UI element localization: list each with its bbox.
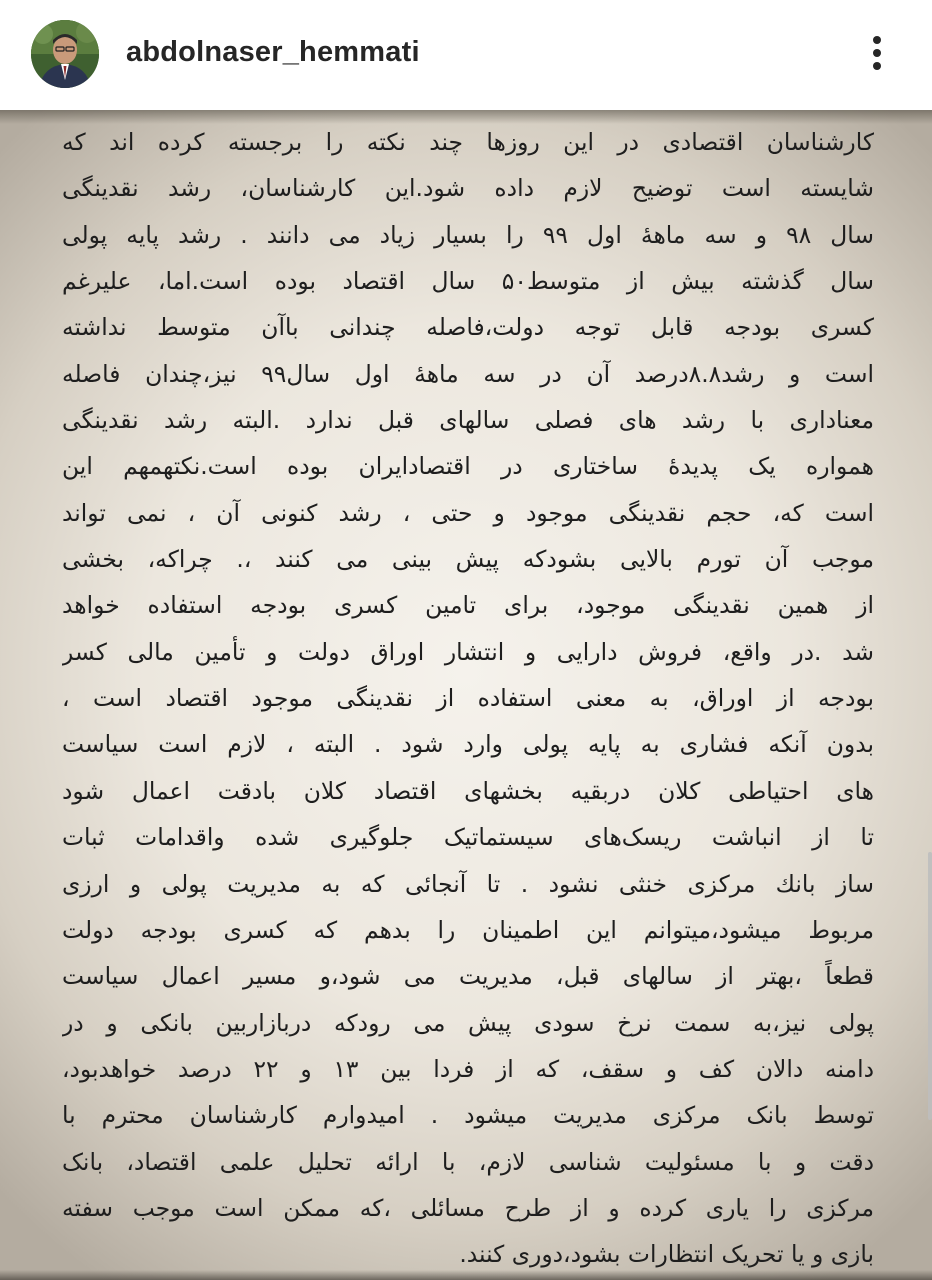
text-line: است و رشد۸.۸درصد آن در سه ماههٔ اول سال۹۹ نیز،چندان فاصله xyxy=(62,359,874,388)
text-line: شد .در واقع، فروش دارایی و انتشار اوراق دولت و تأمین مالی کسر xyxy=(62,637,874,666)
more-vertical-icon xyxy=(873,62,881,70)
text-line: های احتیاطی کلان دربقیه بخشهای اقتصاد کلان بادقت اعمال شود xyxy=(62,776,874,805)
more-options-button[interactable] xyxy=(856,28,900,78)
text-line: است که، حجم نقدینگی موجود و حتی ، رشد کنونی آن ، نمی تواند xyxy=(62,498,874,527)
avatar[interactable] xyxy=(31,20,99,88)
text-line: سال گذشته بیش از متوسط۵۰ سال اقتصاد بوده است.اما، علیرغم xyxy=(62,267,874,296)
profile-photo-icon xyxy=(31,20,99,88)
text-line: دقت و با مسئولیت شناسی لازم، با ارائه تحلیل علمی اقتصاد، بانک xyxy=(62,1147,874,1176)
text-line: همواره یک پدیدهٔ ساختاری در اقتصادایران بوده است.نکتهمهم این xyxy=(62,452,874,481)
text-line: پولی نیز،به سمت نرخ سودی پیش می رودکه دربازاربین بانکی و در xyxy=(62,1008,874,1037)
text-line: بودجه از اوراق، به معنی استفاده از نقدینگی موجود اقتصاد است ، xyxy=(62,684,874,713)
text-line: توسط بانک مرکزی مدیریت میشود . امیدوارم کارشناسان محترم با xyxy=(62,1101,874,1130)
text-line: ساز بانك مرکزی خنثی نشود . تا آنجائی که به مدیریت پولی و ارزی xyxy=(62,869,874,898)
text-line: مربوط میشود،میتوانم این اطمینان را بدهم که کسری بودجه دولت xyxy=(62,915,874,944)
text-line: مرکزی را یاری کرده و از طرح مسائلی ،که ممکن است موجب سفته xyxy=(62,1193,874,1222)
text-line: کارشناسان اقتصادی در این روزها چند نکته را برجسته کرده اند که xyxy=(62,128,874,156)
username[interactable]: abdolnaser_hemmati xyxy=(126,36,420,68)
text-line: سال ۹۸ و سه ماههٔ اول ۹۹ را بسیار زیاد می دانند . رشد پایه پولی xyxy=(62,220,874,249)
more-vertical-icon xyxy=(873,49,881,57)
text-line: بازی و یا تحریک انتظارات بشود،دوری کنند. xyxy=(459,1240,874,1269)
text-line: موجب آن تورم بالایی بشودکه پیش بینی می کنند ،. چراکه، بخشی xyxy=(62,545,874,574)
post-header xyxy=(0,0,932,110)
text-line: از همین نقدینگی موجود، برای تامین کسری بودجه استفاده خواهد xyxy=(62,591,874,620)
text-line: معناداری با رشد های فصلی سالهای قبل ندارد .البته رشد نقدینگی xyxy=(62,406,874,435)
text-line: تا از انباشت ریسک‌های سیستماتیک جلوگیری شده واقدامات ثبات xyxy=(62,823,874,852)
post-text xyxy=(62,119,874,1278)
text-line: بدون آنکه فشاری به پایه پولی وارد شود . البته ، لازم است سیاست xyxy=(62,730,874,759)
text-line: شایسته است توضیح لازم داده شود.این کارشناسان، رشد نقدینگی xyxy=(62,174,874,203)
text-line: کسری بودجه قابل توجه دولت،فاصله چندانی باآن متوسط نداشته xyxy=(62,313,874,342)
text-line: قطعاً ،بهتر از سالهای قبل، مدیریت می شود،و مسیر اعمال سیاست xyxy=(62,962,874,991)
text-line: دامنه دالان کف و سقف، که از فردا بین ۱۳ و ۲۲ درصد خواهدبود، xyxy=(62,1054,874,1083)
more-vertical-icon xyxy=(873,36,881,44)
scrollbar[interactable] xyxy=(928,852,932,1120)
post-image[interactable] xyxy=(0,110,932,1280)
